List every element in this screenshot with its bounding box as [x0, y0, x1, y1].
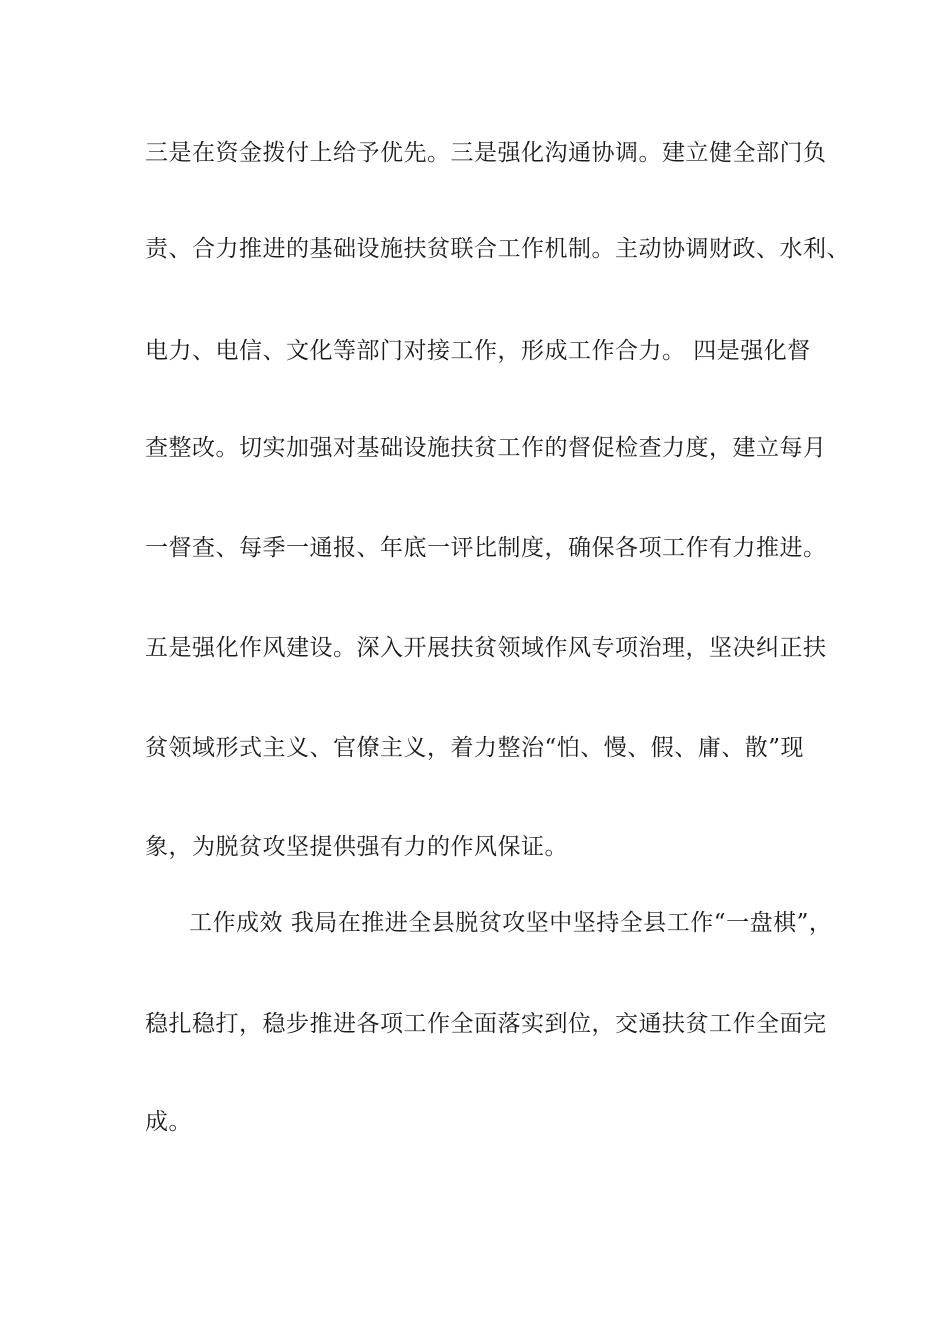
text-line: 稳扎稳打，稳步推进各项工作全面落实到位，交通扶贫工作全面完	[145, 1011, 827, 1037]
text-line: 三是在资金拨付上给予优先。三是强化沟通协调。建立健全部门负	[145, 140, 827, 166]
text-line: 责、合力推进的基础设施扶贫联合工作机制。主动协调财政、水利、	[145, 236, 850, 262]
text-line: 电力、电信、文化等部门对接工作，形成工作合力。 四是强化督	[145, 338, 811, 364]
text-line: 象，为脱贫攻坚提供强有力的作风保证。	[145, 834, 568, 860]
text-line: 贫领域形式主义、官僚主义，着力整治“怕、慢、假、庸、散”现	[145, 735, 805, 761]
text-line: 成。	[145, 1109, 192, 1135]
text-line: 查整改。切实加强对基础设施扶贫工作的督促检查力度，建立每月	[145, 435, 827, 461]
text-line: 一督查、每季一通报、年底一评比制度，确保各项工作有力推进。	[145, 535, 827, 561]
text-line: 五是强化作风建设。深入开展扶贫领域作风专项治理，坚决纠正扶	[145, 635, 827, 661]
paragraph-start-line: 工作成效 我局在推进全县脱贫攻坚中坚持全县工作“一盘棋”，	[189, 910, 833, 936]
